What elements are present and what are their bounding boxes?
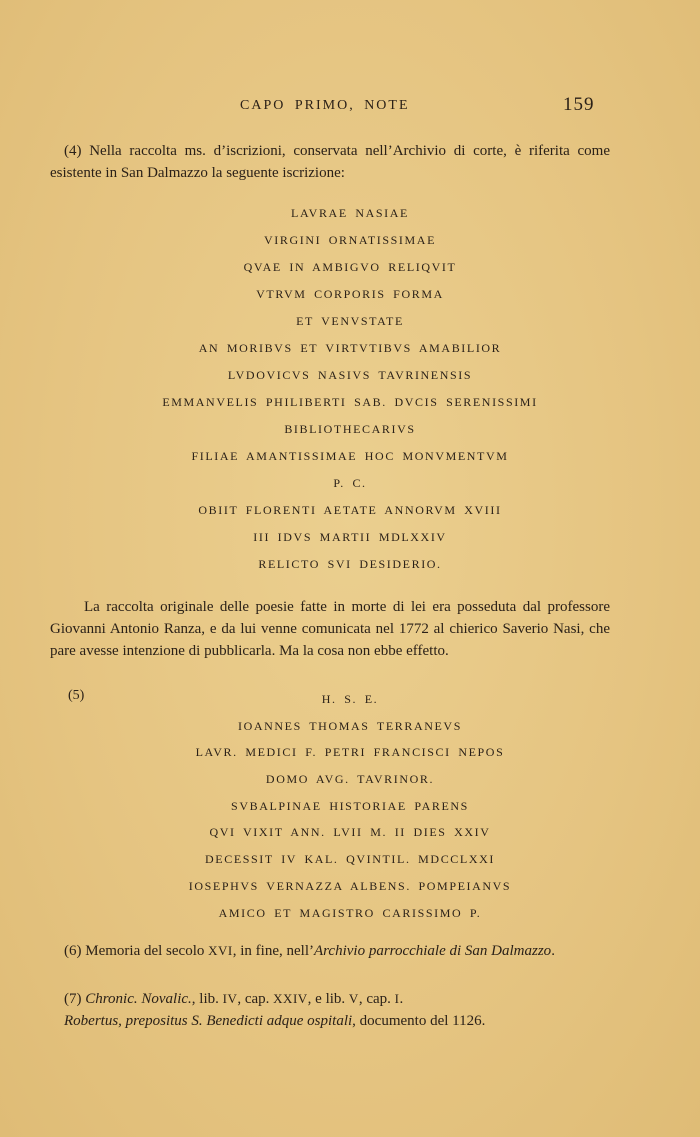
note-7-text-f: , documento del 1126. <box>352 1013 486 1029</box>
inscription-line: QVI VIXIT ANN. LVII M. II DIES XXIV <box>209 825 491 840</box>
paragraph-ranza <box>50 596 610 662</box>
note-6-century: XVI <box>208 943 233 958</box>
inscription-terraneo <box>0 686 700 926</box>
page-header <box>0 94 700 122</box>
inscription-line: LAVR. MEDICI F. PETRI FRANCISCI NEPOS <box>195 745 505 760</box>
inscription-line: EMMANVELIS PHILIBERTI SAB. DVCIS SERENISSIMI <box>162 395 538 409</box>
paragraph-ranza-text: La raccolta originale delle poesie fatte in morte di lei era posseduta dal professore Giovanni Antonio Ranza, e da lui venne comunicata nel 1772 al chierico Saverio Nasi, che pare avesse intenzione di pubblicarla. Ma la cosa non ebbe effetto. <box>50 599 610 659</box>
note-5-label: (5) <box>68 688 85 703</box>
inscription-line: IOSEPHVS VERNAZZA ALBENS. POMPEIANVS <box>188 878 512 893</box>
note-7-source: Chronic. Novalic. <box>85 991 192 1007</box>
inscription-line: DECESSIT IV KAL. QVINTIL. MDCCLXXI <box>205 852 495 867</box>
note-6-text-b: , in fine, nell’ <box>232 943 314 959</box>
inscription-line: OBIIT FLORENTI AETATE ANNORVM XVIII <box>198 503 502 517</box>
inscription-line: QVAE IN AMBIGVO RELIQVIT <box>243 260 457 274</box>
inscription-line: III IDVS MARTII MDLXXIV <box>253 530 447 544</box>
inscription-line: AMICO ET MAGISTRO CARISSIMO P. <box>218 905 482 920</box>
note-7-text-c: , e lib. <box>307 991 346 1007</box>
inscription-line: DOMO AVG. TAVRINOR. <box>265 772 435 787</box>
note-7-text-a: , lib. <box>191 991 219 1007</box>
note-4 <box>50 140 610 184</box>
note-7-text-d: , cap. <box>358 991 391 1007</box>
note-7-label: (7) <box>64 991 82 1007</box>
note-7 <box>50 988 610 1032</box>
note-6-end: . <box>551 943 555 959</box>
inscription-line: BIBLIOTHECARIVS <box>284 422 416 436</box>
inscription-line: LAVRAE NASIAE <box>291 206 409 220</box>
inscription-line: VTRVM CORPORIS FORMA <box>256 287 444 301</box>
inscription-line: VIRGINI ORNATISSIMAE <box>264 233 436 247</box>
inscription-line: FILIAE AMANTISSIMAE HOC MONVMENTVM <box>191 449 509 463</box>
inscription-line: LVDOVICVS NASIVS TAVRINENSIS <box>227 368 473 382</box>
note-6-archive: Archivio parrocchiale di San Dalmazzo <box>313 943 552 959</box>
note-6-label: (6) <box>64 943 82 959</box>
note-6 <box>50 940 610 962</box>
inscription-line: RELICTO SVI DESIDERIO. <box>258 557 442 571</box>
note-7-text-b: , cap. <box>237 991 270 1007</box>
inscription-line: H. S. E. <box>321 692 379 706</box>
note-7-book2: V <box>348 991 359 1006</box>
inscription-line: ET VENVSTATE <box>296 314 404 328</box>
note-7-document: Robertus, prepositus S. Benedicti adque ospitali <box>64 1013 353 1029</box>
running-head: CAPO PRIMO, NOTE <box>240 98 410 113</box>
note-4-text: (4) Nella raccolta ms. d’iscrizioni, conservata nell’Archivio di corte, è riferita come esistente in San Dalmazzo la seguente iscrizione: <box>50 143 610 181</box>
inscription-line: IOANNES THOMAS TERRANEVS <box>238 718 462 733</box>
note-7-text-e: . <box>399 991 404 1007</box>
inscription-line: P. C. <box>333 476 367 490</box>
note-7-cap1: XXIV <box>273 991 308 1006</box>
inscription-line: SVBALPINAE HISTORIAE PARENS <box>231 798 469 813</box>
page-number: 159 <box>563 94 595 115</box>
inscription-line: AN MORIBVS ET VIRTVTIBVS AMABILIOR <box>198 341 502 355</box>
inscription-laura-nasi <box>0 200 700 578</box>
note-7-book1: IV <box>222 991 238 1006</box>
note-7-cap2: I <box>394 991 400 1006</box>
note-6-text: Memoria del secolo <box>85 943 205 959</box>
